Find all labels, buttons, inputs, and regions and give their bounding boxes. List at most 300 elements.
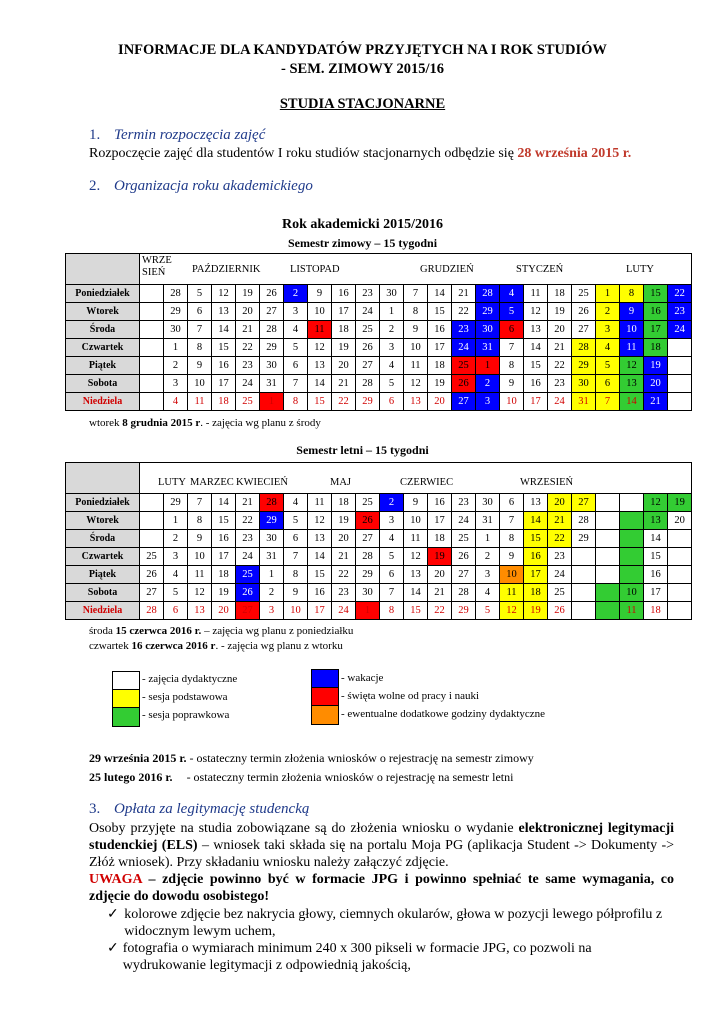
date-cell: 4 <box>164 393 188 411</box>
legend-swatch <box>311 705 339 725</box>
date-cell: 17 <box>332 303 356 321</box>
date-cell: 19 <box>428 548 452 566</box>
date-cell: 30 <box>572 375 596 393</box>
date-cell: 25 <box>572 285 596 303</box>
date-cell: 30 <box>356 584 380 602</box>
date-cell: 27 <box>140 584 164 602</box>
date-cell: 11 <box>500 584 524 602</box>
date-cell: 23 <box>356 285 380 303</box>
bullet-1: ✓ kolorowe zdjęcie bez nakrycia głowy, ciemnych okularów, głowa w pozycji lewego półprofilu z widocznym lewym uchem, <box>107 907 663 939</box>
table-row <box>66 602 692 620</box>
date-cell: 27 <box>572 321 596 339</box>
date-cell: 4 <box>596 339 620 357</box>
date-cell: 18 <box>332 494 356 512</box>
date-cell: 10 <box>284 602 308 620</box>
deadline-1: 29 września 2015 r. - ostateczny termin złożenia wniosków o rejestrację na semestr zimowy <box>89 751 534 765</box>
date-cell: 10 <box>620 584 644 602</box>
legend-label: - święta wolne od pracy i nauki <box>341 690 480 702</box>
date-cell: 5 <box>284 339 308 357</box>
date-cell: 18 <box>644 602 668 620</box>
date-cell <box>140 530 164 548</box>
month-label: LUTY <box>626 264 654 275</box>
summer-calendar <box>65 462 692 620</box>
date-cell: 20 <box>644 375 668 393</box>
month-label: LISTOPAD <box>290 264 340 275</box>
month-label: MAJ <box>330 477 352 488</box>
date-cell: 27 <box>452 566 476 584</box>
date-cell: 23 <box>452 321 476 339</box>
date-cell: 12 <box>404 548 428 566</box>
date-cell: 1 <box>260 566 284 584</box>
weekday-label: Wtorek <box>66 512 140 530</box>
date-cell: 25 <box>140 548 164 566</box>
table-row <box>66 393 692 411</box>
date-cell: 8 <box>500 357 524 375</box>
weekday-label: Środa <box>66 530 140 548</box>
date-cell: 10 <box>188 548 212 566</box>
date-cell: 12 <box>308 339 332 357</box>
date-cell: 28 <box>356 375 380 393</box>
date-cell: 14 <box>428 285 452 303</box>
date-cell: 9 <box>308 285 332 303</box>
table-row <box>66 303 692 321</box>
month-label: MARZEC <box>190 477 234 488</box>
legend-label: - ewentualne dodatkowe godziny dydaktyczne <box>341 708 546 720</box>
date-cell: 14 <box>308 548 332 566</box>
date-cell <box>596 494 620 512</box>
weekday-label: Sobota <box>66 584 140 602</box>
date-cell: 2 <box>380 321 404 339</box>
weekday-label: Piątek <box>66 357 140 375</box>
winter-note: wtorek 8 grudnia 2015 r. - zajęcia wg planu z środy <box>89 417 321 429</box>
date-cell: 11 <box>620 602 644 620</box>
table-row <box>66 285 692 303</box>
date-cell: 15 <box>644 285 668 303</box>
date-cell: 5 <box>164 584 188 602</box>
month-label: CZERWIEC <box>400 477 454 488</box>
date-cell: 13 <box>404 566 428 584</box>
date-cell: 23 <box>548 548 572 566</box>
date-cell: 3 <box>476 393 500 411</box>
check-icon: ✓ <box>107 907 119 922</box>
date-cell: 18 <box>428 357 452 375</box>
date-cell: 16 <box>332 285 356 303</box>
date-cell: 24 <box>356 303 380 321</box>
date-cell: 29 <box>164 303 188 321</box>
date-cell: 12 <box>620 357 644 375</box>
date-cell: 19 <box>668 494 692 512</box>
date-cell: 19 <box>332 512 356 530</box>
date-cell: 26 <box>548 602 572 620</box>
date-cell <box>140 375 164 393</box>
date-cell: 15 <box>524 357 548 375</box>
date-cell: 7 <box>596 393 620 411</box>
weekday-label: Sobota <box>66 375 140 393</box>
date-cell: 29 <box>260 339 284 357</box>
date-cell: 7 <box>500 339 524 357</box>
date-cell: 4 <box>284 321 308 339</box>
date-cell: 6 <box>188 303 212 321</box>
date-cell: 29 <box>476 303 500 321</box>
month-header <box>140 254 692 285</box>
date-cell: 19 <box>212 584 236 602</box>
date-cell: 10 <box>188 375 212 393</box>
date-cell: 31 <box>260 375 284 393</box>
date-cell: 30 <box>476 494 500 512</box>
date-cell <box>668 393 692 411</box>
legend-swatch <box>311 669 339 689</box>
date-cell: 3 <box>164 375 188 393</box>
date-cell: 29 <box>356 566 380 584</box>
legend-label: - sesja poprawkowa <box>142 709 230 721</box>
date-cell: 3 <box>260 602 284 620</box>
date-cell: 4 <box>380 357 404 375</box>
date-cell: 21 <box>644 393 668 411</box>
date-cell: 10 <box>404 339 428 357</box>
month-label: LUTY <box>158 477 186 488</box>
date-cell <box>572 566 596 584</box>
section-3-text: Osoby przyjęte na studia zobowiązane są do złożenia wniosku o wydanie elektronicznej legitymacji studenckiej (ELS) – wniosek taki składa się na portalu Moja PG (aplikacja Student -> Dokumenty -> Złóż wniosek). Przy składaniu wniosku należy załączyć zdjęcie. <box>89 821 674 870</box>
weekday-label: Czwartek <box>66 548 140 566</box>
date-cell: 21 <box>332 375 356 393</box>
date-cell: 16 <box>644 566 668 584</box>
date-cell: 21 <box>548 512 572 530</box>
date-cell: 18 <box>332 321 356 339</box>
date-cell <box>668 530 692 548</box>
date-cell: 27 <box>356 530 380 548</box>
date-cell: 27 <box>452 393 476 411</box>
date-cell: 1 <box>476 530 500 548</box>
date-cell <box>140 303 164 321</box>
date-cell: 17 <box>644 321 668 339</box>
date-cell: 7 <box>500 512 524 530</box>
date-cell <box>620 548 644 566</box>
date-cell: 2 <box>476 548 500 566</box>
date-cell: 26 <box>452 375 476 393</box>
date-cell: 29 <box>260 512 284 530</box>
date-cell: 2 <box>164 357 188 375</box>
date-cell: 6 <box>380 393 404 411</box>
date-cell: 15 <box>644 548 668 566</box>
section-1-heading: 1. Termin rozpoczęcia zajęć <box>89 127 266 143</box>
date-cell: 26 <box>356 512 380 530</box>
date-cell: 20 <box>548 321 572 339</box>
date-cell: 6 <box>164 602 188 620</box>
date-cell: 2 <box>164 530 188 548</box>
date-cell: 28 <box>452 584 476 602</box>
weekday-label: Niedziela <box>66 393 140 411</box>
date-cell: 12 <box>644 494 668 512</box>
date-cell: 1 <box>596 285 620 303</box>
date-cell: 6 <box>284 530 308 548</box>
date-cell: 13 <box>308 357 332 375</box>
title-line-2: - SEM. ZIMOWY 2015/16 <box>281 61 444 77</box>
date-cell: 23 <box>332 584 356 602</box>
date-cell: 15 <box>404 602 428 620</box>
date-cell: 11 <box>308 494 332 512</box>
date-cell: 24 <box>452 339 476 357</box>
summer-title: Semestr letni – 15 tygodni <box>296 443 429 457</box>
date-cell: 8 <box>620 285 644 303</box>
date-cell: 25 <box>452 357 476 375</box>
date-cell: 9 <box>404 494 428 512</box>
date-cell: 3 <box>476 566 500 584</box>
table-row <box>66 321 692 339</box>
date-cell <box>668 339 692 357</box>
date-cell: 3 <box>164 548 188 566</box>
date-cell: 28 <box>572 512 596 530</box>
date-cell: 20 <box>332 530 356 548</box>
date-cell: 19 <box>236 285 260 303</box>
weekday-label: Niedziela <box>66 602 140 620</box>
date-cell: 8 <box>188 512 212 530</box>
date-cell: 29 <box>572 530 596 548</box>
date-cell: 20 <box>332 357 356 375</box>
date-cell: 3 <box>380 339 404 357</box>
date-cell: 25 <box>236 393 260 411</box>
date-cell: 18 <box>212 393 236 411</box>
date-cell: 17 <box>524 393 548 411</box>
date-cell: 28 <box>260 494 284 512</box>
date-cell: 24 <box>452 512 476 530</box>
date-cell: 3 <box>380 512 404 530</box>
date-cell: 19 <box>428 375 452 393</box>
date-cell <box>140 494 164 512</box>
section-3-heading: 3. Opłata za legitymację studencką <box>89 801 310 817</box>
date-cell: 25 <box>548 584 572 602</box>
winter-calendar <box>65 253 692 411</box>
date-cell <box>140 321 164 339</box>
date-cell: 16 <box>524 375 548 393</box>
date-cell: 17 <box>212 548 236 566</box>
date-cell: 16 <box>212 357 236 375</box>
date-cell: 6 <box>500 321 524 339</box>
date-cell: 5 <box>380 548 404 566</box>
table-row <box>66 530 692 548</box>
date-cell: 17 <box>644 584 668 602</box>
month-label: WRZESIEŃ <box>520 477 574 488</box>
date-cell: 1 <box>356 602 380 620</box>
date-cell: 18 <box>524 584 548 602</box>
date-cell: 5 <box>284 512 308 530</box>
weekday-label: Poniedziałek <box>66 285 140 303</box>
date-cell: 11 <box>404 530 428 548</box>
date-cell: 18 <box>644 339 668 357</box>
month-header <box>140 463 692 494</box>
date-cell: 5 <box>188 285 212 303</box>
date-cell: 15 <box>428 303 452 321</box>
date-cell: 2 <box>476 375 500 393</box>
date-cell: 24 <box>668 321 692 339</box>
date-cell: 14 <box>212 494 236 512</box>
date-cell: 19 <box>548 303 572 321</box>
date-cell: 31 <box>260 548 284 566</box>
date-cell <box>140 357 164 375</box>
date-cell: 7 <box>188 321 212 339</box>
date-cell: 8 <box>500 530 524 548</box>
date-cell: 4 <box>476 584 500 602</box>
date-cell: 23 <box>548 375 572 393</box>
date-cell: 16 <box>428 321 452 339</box>
date-cell: 7 <box>188 494 212 512</box>
date-cell: 23 <box>452 494 476 512</box>
date-cell: 2 <box>260 584 284 602</box>
date-cell <box>596 512 620 530</box>
date-cell: 3 <box>596 321 620 339</box>
date-cell <box>596 530 620 548</box>
date-cell: 30 <box>260 530 284 548</box>
weekday-label: Piątek <box>66 566 140 584</box>
date-cell: 22 <box>236 512 260 530</box>
date-cell: 12 <box>188 584 212 602</box>
date-cell: 28 <box>476 285 500 303</box>
date-cell <box>596 548 620 566</box>
date-cell: 12 <box>308 512 332 530</box>
legend-swatch <box>112 689 140 709</box>
date-cell: 6 <box>284 357 308 375</box>
date-cell: 28 <box>140 602 164 620</box>
weekday-label: Wtorek <box>66 303 140 321</box>
legend-swatch <box>311 687 339 707</box>
date-cell: 31 <box>572 393 596 411</box>
date-cell: 28 <box>356 548 380 566</box>
date-cell <box>668 375 692 393</box>
date-cell: 7 <box>404 285 428 303</box>
date-cell: 13 <box>404 393 428 411</box>
date-cell: 8 <box>284 393 308 411</box>
date-cell: 26 <box>356 339 380 357</box>
date-cell: 22 <box>332 566 356 584</box>
date-cell: 16 <box>428 494 452 512</box>
date-cell: 12 <box>212 285 236 303</box>
date-cell: 15 <box>308 566 332 584</box>
table-row <box>66 375 692 393</box>
date-cell: 26 <box>452 548 476 566</box>
date-cell: 13 <box>188 602 212 620</box>
date-cell <box>668 357 692 375</box>
month-label: GRUDZIEŃ <box>420 264 474 275</box>
date-cell: 29 <box>452 602 476 620</box>
date-cell: 27 <box>260 303 284 321</box>
date-cell: 24 <box>548 566 572 584</box>
date-cell: 24 <box>548 393 572 411</box>
date-cell: 6 <box>380 566 404 584</box>
date-cell: 25 <box>452 530 476 548</box>
date-cell: 26 <box>140 566 164 584</box>
table-row <box>66 357 692 375</box>
date-cell: 11 <box>308 321 332 339</box>
date-cell: 19 <box>644 357 668 375</box>
date-cell: 7 <box>284 375 308 393</box>
date-cell: 10 <box>500 393 524 411</box>
date-cell: 29 <box>164 494 188 512</box>
table-row <box>66 512 692 530</box>
legend-label: - wakacje <box>341 672 384 684</box>
date-cell: 15 <box>524 530 548 548</box>
date-cell: 13 <box>644 512 668 530</box>
date-cell: 11 <box>404 357 428 375</box>
date-cell <box>668 548 692 566</box>
date-cell: 2 <box>380 494 404 512</box>
date-cell: 17 <box>428 512 452 530</box>
date-cell: 22 <box>668 285 692 303</box>
month-label: WRZE SIEŃ <box>142 255 172 278</box>
date-cell: 18 <box>212 566 236 584</box>
deadline-2: 25 lutego 2016 r. - ostateczny termin złożenia wniosków o rejestrację na semestr letni <box>89 770 514 784</box>
date-cell: 30 <box>476 321 500 339</box>
date-cell: 1 <box>380 303 404 321</box>
date-cell: 12 <box>524 303 548 321</box>
weekday-label: Poniedziałek <box>66 494 140 512</box>
date-cell <box>668 584 692 602</box>
table-row <box>66 339 692 357</box>
date-cell: 2 <box>284 285 308 303</box>
date-cell: 10 <box>404 512 428 530</box>
date-cell <box>140 285 164 303</box>
date-cell: 8 <box>380 602 404 620</box>
date-cell: 24 <box>236 548 260 566</box>
date-cell: 20 <box>212 602 236 620</box>
date-cell: 20 <box>668 512 692 530</box>
date-cell: 8 <box>404 303 428 321</box>
date-cell <box>620 512 644 530</box>
check-icon: ✓ <box>107 941 119 956</box>
date-cell: 22 <box>332 393 356 411</box>
date-cell: 20 <box>428 566 452 584</box>
date-cell: 1 <box>476 357 500 375</box>
date-cell: 5 <box>476 602 500 620</box>
date-cell: 29 <box>572 357 596 375</box>
date-cell: 26 <box>236 584 260 602</box>
date-cell: 22 <box>452 303 476 321</box>
date-cell: 4 <box>284 494 308 512</box>
date-cell: 8 <box>188 339 212 357</box>
date-cell: 27 <box>572 494 596 512</box>
warning-text: UWAGA – zdjęcie powinno być w formacie JPG i powinno spełniać te same wymagania, co zdjęcie do dowodu osobistego! <box>89 872 674 904</box>
date-cell <box>572 548 596 566</box>
date-cell: 21 <box>332 548 356 566</box>
date-cell: 29 <box>356 393 380 411</box>
date-cell: 22 <box>236 339 260 357</box>
date-cell: 28 <box>260 321 284 339</box>
date-cell: 13 <box>308 530 332 548</box>
date-cell: 9 <box>500 375 524 393</box>
date-cell: 15 <box>212 339 236 357</box>
date-cell: 10 <box>620 321 644 339</box>
date-cell: 23 <box>236 530 260 548</box>
date-cell: 8 <box>284 566 308 584</box>
table-row <box>66 584 692 602</box>
date-cell: 24 <box>236 375 260 393</box>
date-cell: 27 <box>236 602 260 620</box>
date-cell: 18 <box>428 530 452 548</box>
date-cell <box>140 339 164 357</box>
date-cell: 14 <box>308 375 332 393</box>
date-cell <box>668 602 692 620</box>
year-title: Rok akademicki 2015/2016 <box>281 217 443 232</box>
date-cell <box>572 602 596 620</box>
date-cell: 23 <box>236 357 260 375</box>
date-cell: 24 <box>332 602 356 620</box>
date-cell: 31 <box>476 512 500 530</box>
date-cell: 30 <box>164 321 188 339</box>
table-row <box>66 494 692 512</box>
date-cell: 4 <box>164 566 188 584</box>
date-cell <box>140 512 164 530</box>
date-cell: 9 <box>188 357 212 375</box>
date-cell: 5 <box>596 357 620 375</box>
date-cell: 5 <box>500 303 524 321</box>
